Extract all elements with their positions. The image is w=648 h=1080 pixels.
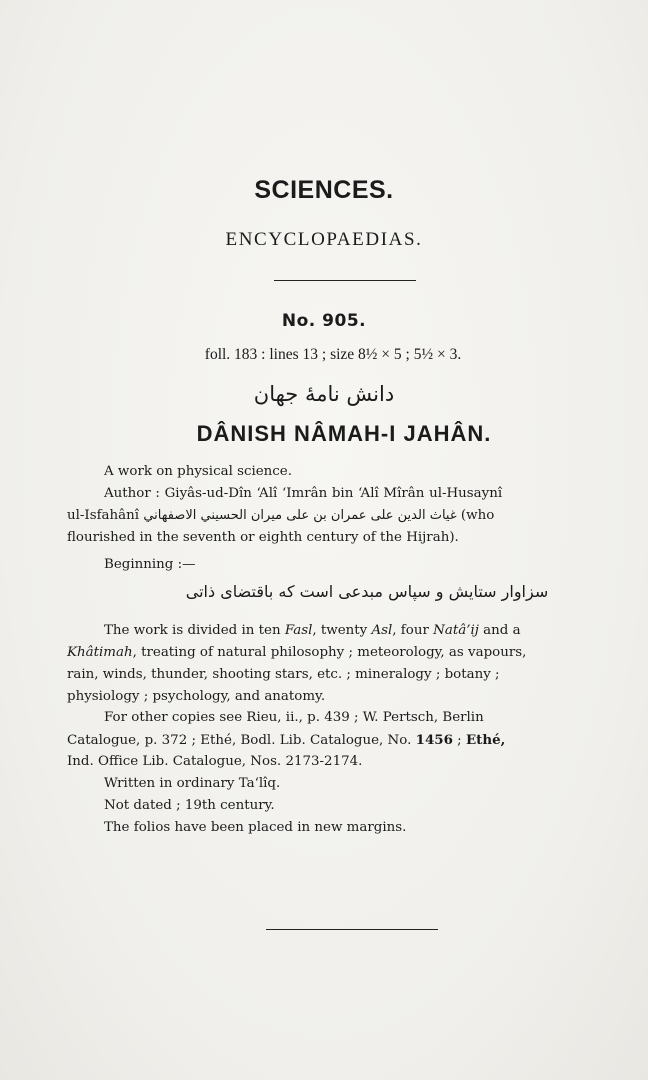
catalogue-number: 1456: [415, 732, 453, 748]
content-line-1: [104, 622, 521, 640]
date-line: Not dated ; 19th century.: [104, 798, 275, 813]
description-line: A work on physical science.: [104, 464, 292, 479]
text: Ethé,: [465, 732, 506, 748]
copies-line-2: [67, 731, 505, 750]
copies-line-3: Ind. Office Lib. Catalogue, Nos. 2173-2174.: [67, 754, 363, 769]
content-line-4: physiology ; psychology, and anatomy.: [67, 689, 326, 704]
author-line-3: flourished in the seventh or eighth century of the Hijrah).: [67, 530, 459, 545]
bottom-divider: [266, 929, 438, 930]
section-heading: SCIENCES.: [254, 176, 394, 204]
text: ;: [452, 733, 466, 748]
text: Catalogue, p. 372 ; Ethé, Bodl. Lib. Catalogue, No.: [67, 733, 416, 748]
entry-number: No. 905.: [281, 311, 367, 331]
text: and a: [478, 623, 521, 638]
top-divider: [274, 280, 416, 281]
text: , treating of natural philosophy ; meteorology, as vapours,: [132, 645, 527, 660]
text: , twenty: [312, 623, 372, 638]
beginning-label: Beginning :—: [104, 557, 196, 572]
content-line-3: rain, winds, thunder, shooting stars, etc. ; mineralogy ; botany ;: [67, 667, 500, 682]
text: , four: [392, 623, 434, 638]
beginning-persian: سزاوار ستایش و سپاس مبدعی است که باقتضای ذاتی: [185, 582, 549, 601]
author-line-2: [67, 507, 619, 525]
author-who: (who: [460, 508, 495, 523]
term-fasl: Fasl: [284, 623, 313, 638]
persian-title: دانش نامهٔ جهان: [253, 382, 395, 406]
script-line: Written in ordinary Ta‘lîq.: [104, 776, 281, 791]
term-khatimah: Khâtimah: [67, 645, 133, 660]
author-nisba: ul-Isfahânî: [67, 508, 140, 523]
text: The work is divided in ten: [104, 623, 285, 638]
subsection-heading: ENCYCLOPAEDIAS.: [225, 229, 423, 250]
content-line-2: [67, 644, 526, 662]
term-nataij: Natâ’ij: [433, 623, 479, 638]
author-line-1: Author : Giyâs-ud-Dîn ‘Alî ‘Imrân bin ‘Alî Mîrân ul-Husaynî: [104, 486, 503, 501]
work-title: DÂNISH NÂMAH-I JAHÂN.: [196, 421, 492, 446]
condition-line: The folios have been placed in new margins.: [104, 820, 407, 835]
copies-line-1: For other copies see Rieu, ii., p. 439 ; W. Pertsch, Berlin: [104, 710, 484, 725]
term-asl: Asl: [371, 623, 393, 638]
physical-description: foll. 183 : lines 13 ; size 8½ × 5 ; 5½ × 3.: [204, 346, 462, 363]
author-arabic-name: غياث الدين علی عمران بن علی ميران الحسيني الاصفهاني: [143, 508, 457, 523]
